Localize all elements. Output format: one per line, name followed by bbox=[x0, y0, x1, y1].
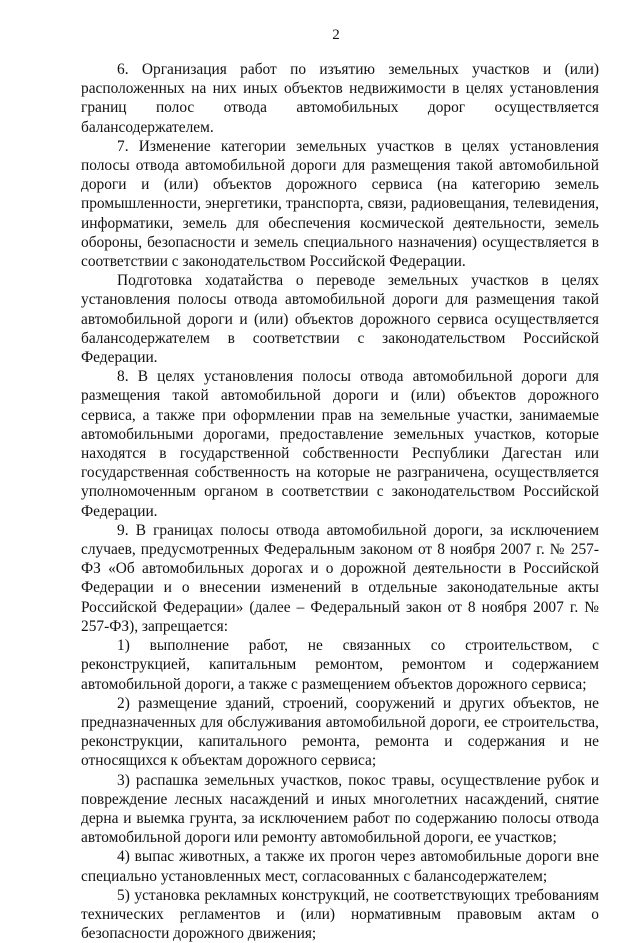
list-item-1: 1) выполнение работ, не связанных со строительством, с реконструкцией, капитальным ремонтом, ремонтом и содержанием автомобильной дороги, а также с размещением объектов дорожного сервиса; bbox=[81, 637, 599, 693]
list-item-3: 3) распашка земельных участков, покос травы, осуществление рубок и повреждение лесных насаждений и иных многолетних насаждений, снятие дерна и выемка грунта, за исключением работ по содержанию полосы отвода автомобильной дороги или ремонту автомобильной дороги, ее участков; bbox=[81, 771, 599, 847]
list-item-5: 5) установка рекламных конструкций, не соответствующих требованиям технических регламентов и (или) нормативным правовым актам о безопасности дорожного движения; bbox=[81, 886, 599, 943]
list-item-4: 4) выпас животных, а также их прогон через автомобильные дороги вне специально установленных мест, согласованных с балансодержателем; bbox=[81, 848, 599, 885]
paragraph-9: 9. В границах полосы отвода автомобильной дороги, за исключением случаев, предусмотренных Федеральным законом от 8 ноября 2007 г. № 257-ФЗ «Об автомобильных дорогах и о дорожной деятельности в Российской Федерации и о внесении изменений в отдельные законодательные акты Российской Федерации» (далее – Федеральный закон от 8 ноября 2007 г. № 257-ФЗ), запрещается: bbox=[81, 521, 599, 635]
document-body bbox=[81, 60, 599, 943]
page-number: 2 bbox=[332, 27, 340, 43]
paragraph-7-continuation: Подготовка ходатайства о переводе земельных участков в целях установления полосы отвода автомобильной дороги для размещения такой автомобильной дороги и (или) объектов дорожного сервиса осуществляется балансодержателем в соответствии с законодательством Российской Федерации. bbox=[81, 272, 599, 367]
paragraph-6: 6. Организация работ по изъятию земельных участков и (или) расположенных на них иных объектов недвижимости в целях установления границ полос отвода автомобильных дорог осуществляется балансодержателем. bbox=[81, 61, 599, 136]
paragraph-8: 8. В целях установления полосы отвода автомобильной дороги для размещения такой автомобильной дороги и (или) объектов дорожного сервиса, а также при оформлении прав на земельные участки, занимаемые автомобильными дорогами, предоставление земельных участков, которые находятся в государственной собственности Республики Дагестан или государственная собственность на которые не разграничена, осуществляется уполномоченным органом в соответствии с законодательством Российской Федерации. bbox=[81, 368, 599, 520]
paragraph-7: 7. Изменение категории земельных участков в целях установления полосы отвода автомобильной дороги для размещения такой автомобильной дороги и (или) объектов дорожного сервиса (на категорию земель промышленности, энергетики, транспорта, связи, радиовещания, телевидения, информатики, земель для обеспечения космической деятельности, земель обороны, безопасности и земель специального назначения) осуществляется в соответствии с законодательством Российской Федерации. bbox=[81, 137, 599, 271]
list-item-2: 2) размещение зданий, строений, сооружений и других объектов, не предназначенных для обслуживания автомобильной дороги, ее строительства, реконструкции, капитального ремонта, ремонта и содержания и не относящихся к объектам дорожного сервиса; bbox=[81, 694, 599, 770]
